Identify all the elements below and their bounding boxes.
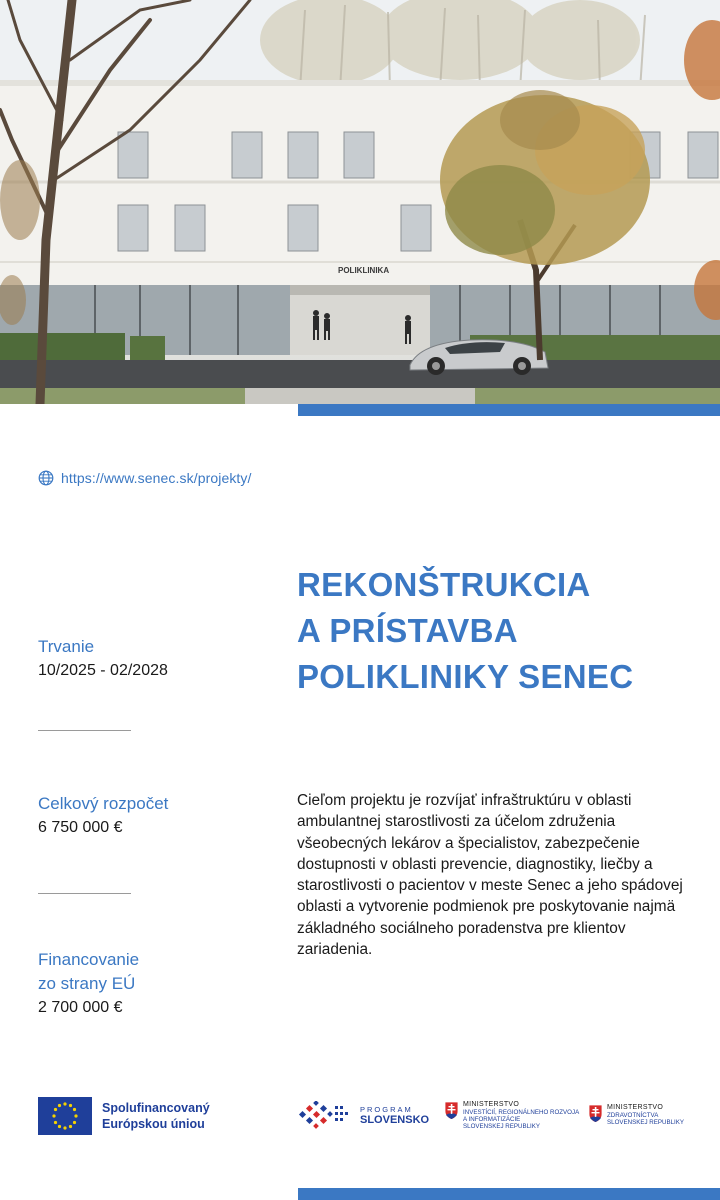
program-slovensko-big: SLOVENSKO: [360, 1113, 430, 1126]
eu-funding-value: 2 700 000 €: [38, 999, 123, 1016]
eu-logo-line2: Európskou úniou: [102, 1117, 205, 1131]
project-title: [297, 562, 707, 700]
building-illustration: [0, 0, 720, 404]
globe-icon: [38, 470, 54, 486]
eu-flag-icon: [38, 1097, 92, 1135]
ministry1-line3: SLOVENSKEJ REPUBLIKY: [463, 1123, 541, 1130]
budget-label: Celkový rozpočet: [38, 794, 169, 813]
title-line-2: A PRÍSTAVBA: [297, 612, 518, 649]
accent-bar-bottom: [298, 1188, 720, 1200]
eu-logo: [38, 1097, 210, 1135]
ministry2-line1: ZDRAVOTNÍCTVA: [607, 1112, 659, 1119]
title-line-1: REKONŠTRUKCIA: [297, 566, 591, 603]
ministry1-head: MINISTERSTVO: [463, 1101, 520, 1108]
duration-block: [38, 635, 168, 683]
eu-funding-block: [38, 948, 139, 1020]
duration-value: 10/2025 - 02/2028: [38, 662, 168, 679]
slovak-crest-icon: [588, 1104, 603, 1123]
eu-logo-line1: Spolufinancovaný: [102, 1101, 210, 1115]
program-slovensko-icon: [298, 1101, 356, 1129]
ministry2-head: MINISTERSTVO: [607, 1104, 664, 1111]
accent-bar-top: [298, 404, 720, 416]
website-url-link[interactable]: https://www.senec.sk/projekty/: [61, 470, 252, 486]
divider: [38, 730, 131, 731]
eu-funding-label-line1: Financovanie: [38, 950, 140, 969]
eu-funding-label-line2: zo strany EÚ: [38, 974, 136, 993]
title-line-3: POLIKLINIKY SENEC: [297, 658, 634, 695]
program-slovensko-small: PROGRAM: [360, 1104, 413, 1114]
building-sign: POLIKLINIKA: [338, 266, 390, 275]
ministry2-line2: SLOVENSKEJ REPUBLIKY: [607, 1119, 685, 1126]
ministry-investments-logo: [444, 1101, 579, 1130]
website-link-row: [38, 470, 252, 486]
ministry-health-logo: [588, 1104, 684, 1126]
budget-block: [38, 792, 168, 840]
hero-rendering: [0, 0, 720, 404]
budget-value: 6 750 000 €: [38, 819, 123, 836]
project-description: Cieľom projektu je rozvíjať infraštruktúru v oblasti ambulantnej starostlivosti za účelom združenia všeobecných lekárov a špecialistov, zabezpečenie dostupnosti v oblasti prevencie, diagnostiky, liečby a starostlivosti o pacientov v meste Senec a jeho spádovej oblasti a vytvorenie podmienok pre poskytovanie najmä základného sociálneho poradenstva pre klientov zariadenia.: [297, 792, 683, 959]
duration-label: Trvanie: [38, 637, 95, 656]
slovak-crest-icon: [444, 1101, 459, 1120]
ministry1-line2: A INFORMATIZÁCIE: [463, 1116, 521, 1123]
ministry1-line1: INVESTÍCIÍ, REGIONÁLNEHO ROZVOJA: [463, 1109, 580, 1116]
program-slovensko-logo: [298, 1101, 429, 1129]
divider: [38, 893, 131, 894]
